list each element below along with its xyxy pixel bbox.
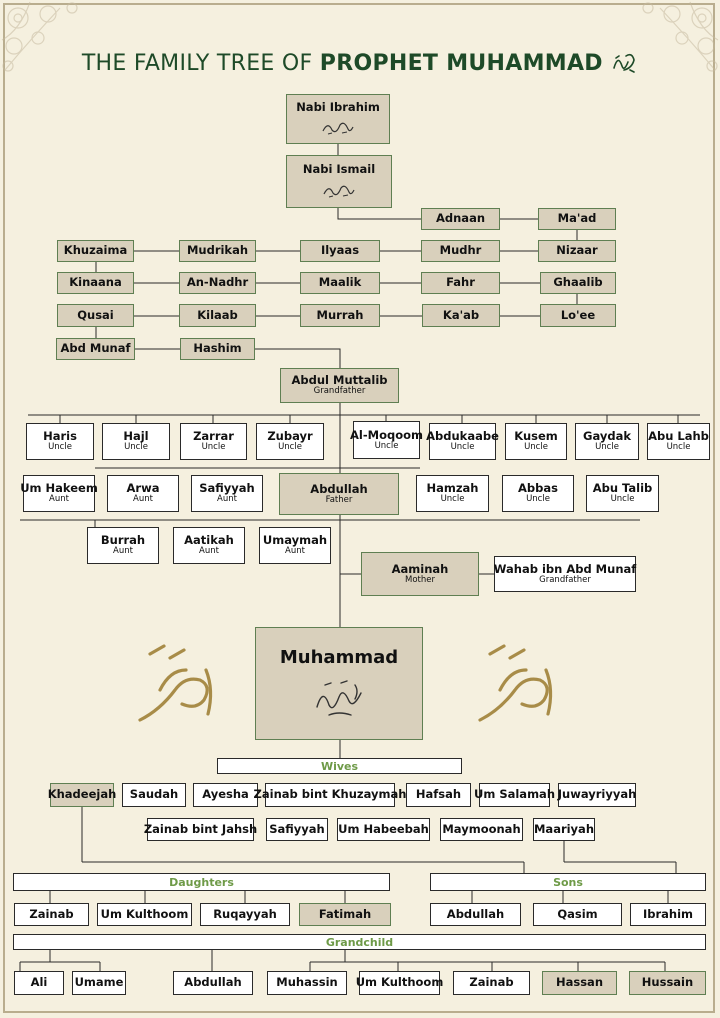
node-fahr bbox=[421, 272, 500, 294]
node-name: Nizaar bbox=[556, 243, 598, 258]
node-daughter-zainab bbox=[14, 903, 89, 926]
node-name: Mudhr bbox=[439, 243, 482, 258]
node-role: Aunt bbox=[285, 546, 305, 557]
node-name: Arwa bbox=[126, 481, 160, 495]
node-haris bbox=[26, 423, 94, 460]
node-name: Saudah bbox=[129, 787, 179, 802]
daughters-label: Daughters bbox=[13, 873, 390, 891]
node-name: Khadeejah bbox=[47, 787, 117, 802]
node-safiyyah-aunt bbox=[191, 475, 263, 512]
node-name: Um Kulthoom bbox=[100, 906, 189, 921]
node-role: Uncle bbox=[278, 442, 302, 453]
node-zubayr bbox=[256, 423, 324, 460]
node-muhammad bbox=[255, 627, 423, 740]
muhammad-calligraphy-icon bbox=[470, 640, 560, 730]
alayhi-salam-calligraphy-icon bbox=[320, 117, 356, 137]
grandchild-label: Grandchild bbox=[13, 934, 706, 950]
node-maariyah bbox=[533, 818, 595, 841]
node-abdukaabe bbox=[426, 423, 499, 460]
node-son-qasim bbox=[533, 903, 622, 926]
node-maalik bbox=[300, 272, 380, 294]
node-role: Mother bbox=[405, 574, 435, 585]
node-name: Muhammad bbox=[279, 647, 399, 669]
node-name: Murrah bbox=[316, 307, 364, 322]
node-name: Gaydak bbox=[583, 429, 631, 443]
node-name: Abdullah bbox=[310, 481, 368, 496]
node-hafsah bbox=[406, 783, 471, 807]
node-name: Hussain bbox=[641, 975, 694, 990]
node-name: Um Habeebah bbox=[338, 821, 429, 836]
node-grandchild-hussain bbox=[629, 971, 706, 995]
node-name: Ka'ab bbox=[442, 307, 480, 322]
title-prefix: THE FAMILY TREE OF bbox=[81, 51, 320, 76]
node-hamzah bbox=[416, 475, 489, 512]
node-name: Muhassin bbox=[276, 975, 338, 990]
node-name: Wahab ibn Abd Munaf bbox=[493, 561, 637, 576]
node-grandchild-zainab bbox=[453, 971, 530, 995]
node-mudhr bbox=[421, 240, 500, 262]
node-name: Abdullah bbox=[184, 975, 242, 990]
node-name: Um Hakeem bbox=[20, 481, 98, 495]
node-nizaar bbox=[538, 240, 616, 262]
node-aaminah bbox=[361, 552, 479, 596]
node-khadeejah bbox=[47, 783, 117, 807]
node-um-hakeem bbox=[20, 475, 98, 512]
node-name: Hassan bbox=[555, 975, 604, 990]
node-um-salamah bbox=[474, 783, 555, 807]
node-name: Ayesha bbox=[202, 787, 249, 802]
node-name: Ilyaas bbox=[320, 243, 360, 258]
node-name: Ghaalib bbox=[553, 275, 603, 290]
node-abu-lahb bbox=[647, 423, 710, 460]
node-name: Ali bbox=[30, 975, 48, 990]
node-name: Maymoonah bbox=[442, 821, 521, 836]
node-name: Um Salamah bbox=[474, 787, 555, 802]
node-qusai bbox=[57, 304, 134, 327]
node-grandchild-muhassin bbox=[267, 971, 347, 995]
node-safiyyah-wife bbox=[266, 818, 328, 841]
node-daughter-fatimah bbox=[299, 903, 391, 926]
node-role: Uncle bbox=[610, 494, 635, 505]
node-name: Ruqayyah bbox=[213, 906, 277, 921]
node-aatikah bbox=[173, 527, 245, 564]
node-role: Uncle bbox=[524, 442, 548, 453]
node-adnaan bbox=[421, 208, 500, 230]
node-role: Uncle bbox=[48, 442, 72, 453]
node-name: Umame bbox=[74, 975, 124, 990]
node-saudah bbox=[122, 783, 186, 807]
node-name: Ibrahim bbox=[642, 906, 694, 921]
node-al-moqoom bbox=[350, 421, 423, 459]
node-name: Nabi Ibrahim bbox=[296, 99, 380, 114]
node-name: Abd Munaf bbox=[60, 341, 131, 356]
node-arwa bbox=[107, 475, 179, 512]
node-role: Aunt bbox=[113, 546, 133, 557]
node-name: Safiyyah bbox=[199, 481, 255, 495]
node-daughter-ruqayyah bbox=[200, 903, 290, 926]
node-name: Nabi Ismail bbox=[302, 162, 376, 177]
node-kusem bbox=[505, 423, 567, 460]
node-name: Zainab bint Jahsh bbox=[143, 821, 258, 836]
title-main: PROPHET MUHAMMAD bbox=[319, 51, 603, 76]
muhammad-calligraphy-icon bbox=[130, 640, 220, 730]
node-kaab bbox=[422, 304, 500, 327]
node-name: Juwayriyyah bbox=[557, 787, 637, 802]
node-name: Mudrikah bbox=[186, 243, 249, 258]
node-role: Uncle bbox=[595, 442, 619, 453]
node-name: Safiyyah bbox=[269, 821, 325, 836]
node-zainab-khuzaymah bbox=[253, 783, 407, 807]
node-role: Uncle bbox=[374, 440, 399, 451]
node-name: Aatikah bbox=[184, 533, 234, 547]
node-role: Aunt bbox=[217, 494, 237, 505]
node-role: Uncle bbox=[440, 494, 465, 505]
node-ghaalib bbox=[540, 272, 616, 294]
node-name: Umaymah bbox=[262, 533, 328, 547]
node-zainab-jahsh bbox=[143, 818, 258, 841]
node-name: Zainab bbox=[469, 975, 514, 990]
node-grandchild-um-kulthoom bbox=[355, 971, 444, 995]
node-name: Zarrar bbox=[193, 429, 234, 443]
node-abd-munaf bbox=[56, 338, 135, 360]
node-maad bbox=[538, 208, 616, 230]
node-name: Al-Moqoom bbox=[350, 427, 423, 442]
node-name: Qasim bbox=[557, 906, 598, 921]
node-khuzaima bbox=[57, 240, 134, 262]
node-abbas bbox=[502, 475, 574, 512]
node-burrah bbox=[87, 527, 159, 564]
node-role: Father bbox=[325, 494, 353, 505]
node-ismail bbox=[286, 155, 392, 208]
node-role: Uncle bbox=[124, 442, 148, 453]
node-name: Ma'ad bbox=[557, 211, 597, 226]
node-name: Abdullah bbox=[446, 906, 505, 921]
node-name: Maariyah bbox=[533, 821, 595, 836]
node-name: Kilaab bbox=[197, 307, 238, 322]
node-hajl bbox=[102, 423, 170, 460]
node-um-habeebah bbox=[337, 818, 430, 841]
node-name: Kusem bbox=[514, 429, 558, 443]
node-grandchild-umame bbox=[72, 971, 126, 995]
node-juwayriyyah bbox=[558, 783, 636, 807]
node-name: Zainab bint Khuzaymah bbox=[253, 787, 407, 802]
node-murrah bbox=[300, 304, 380, 327]
salawat-calligraphy-icon bbox=[311, 677, 367, 719]
node-name: Qusai bbox=[77, 307, 114, 322]
node-role: Uncle bbox=[450, 442, 475, 453]
node-name: Hashim bbox=[193, 341, 242, 356]
node-umaymah bbox=[259, 527, 331, 564]
node-name: Kinaana bbox=[69, 275, 122, 290]
node-name: Adnaan bbox=[435, 211, 486, 226]
node-name: Fatimah bbox=[318, 906, 372, 921]
node-abdul-muttalib bbox=[280, 368, 399, 403]
node-name: Hafsah bbox=[415, 787, 462, 802]
node-name: Burrah bbox=[100, 533, 146, 547]
node-wahab bbox=[494, 556, 636, 592]
node-ibrahim bbox=[286, 94, 390, 144]
node-name: Fahr bbox=[446, 275, 475, 290]
node-abdullah-father bbox=[279, 473, 399, 515]
node-daughter-um-kulthoom bbox=[97, 903, 192, 926]
node-name: Abdukaabe bbox=[426, 429, 499, 443]
node-grandchild-ali bbox=[14, 971, 64, 995]
node-name: Hajl bbox=[123, 429, 149, 443]
node-an-nadhr bbox=[179, 272, 256, 294]
node-hashim bbox=[180, 338, 255, 360]
node-loee bbox=[540, 304, 616, 327]
node-role: Uncle bbox=[526, 494, 550, 505]
node-name: Abdul Muttalib bbox=[291, 373, 388, 387]
node-mudrikah bbox=[179, 240, 256, 262]
alayhi-salam-calligraphy-icon bbox=[321, 180, 357, 200]
node-role: Aunt bbox=[49, 494, 69, 505]
node-name: Abbas bbox=[518, 481, 558, 495]
sons-label: Sons bbox=[430, 873, 706, 891]
node-grandchild-hassan bbox=[542, 971, 617, 995]
node-name: Khuzaima bbox=[63, 243, 128, 258]
node-role: Uncle bbox=[201, 442, 226, 453]
node-abu-talib bbox=[586, 475, 659, 512]
node-name: An-Nadhr bbox=[186, 275, 249, 290]
node-grandchild-abdullah bbox=[173, 971, 253, 995]
node-role: Uncle bbox=[666, 442, 691, 453]
node-name: Lo'ee bbox=[560, 307, 596, 322]
node-son-abdullah bbox=[430, 903, 521, 926]
node-name: Haris bbox=[43, 429, 77, 443]
node-role: Aunt bbox=[133, 494, 153, 505]
node-role: Aunt bbox=[199, 546, 219, 557]
node-name: Aaminah bbox=[391, 561, 449, 576]
node-ayesha bbox=[193, 783, 258, 807]
node-kilaab bbox=[179, 304, 256, 327]
node-name: Zubayr bbox=[267, 429, 313, 443]
node-name: Hamzah bbox=[426, 481, 479, 495]
node-name: Zainab bbox=[29, 906, 74, 921]
node-maymoonah bbox=[440, 818, 523, 841]
node-role: Grandfather bbox=[313, 386, 366, 397]
node-gaydak bbox=[575, 423, 639, 460]
node-ilyaas bbox=[300, 240, 380, 262]
node-role: Grandfather bbox=[539, 574, 591, 585]
node-zarrar bbox=[180, 423, 247, 460]
node-name: Um Kulthoom bbox=[355, 975, 444, 990]
node-kinaana bbox=[57, 272, 134, 294]
node-son-ibrahim bbox=[630, 903, 706, 926]
wives-label: Wives bbox=[217, 758, 462, 774]
node-name: Abu Talib bbox=[592, 481, 653, 495]
node-name: Maalik bbox=[318, 275, 362, 290]
node-name: Abu Lahb bbox=[648, 429, 709, 443]
